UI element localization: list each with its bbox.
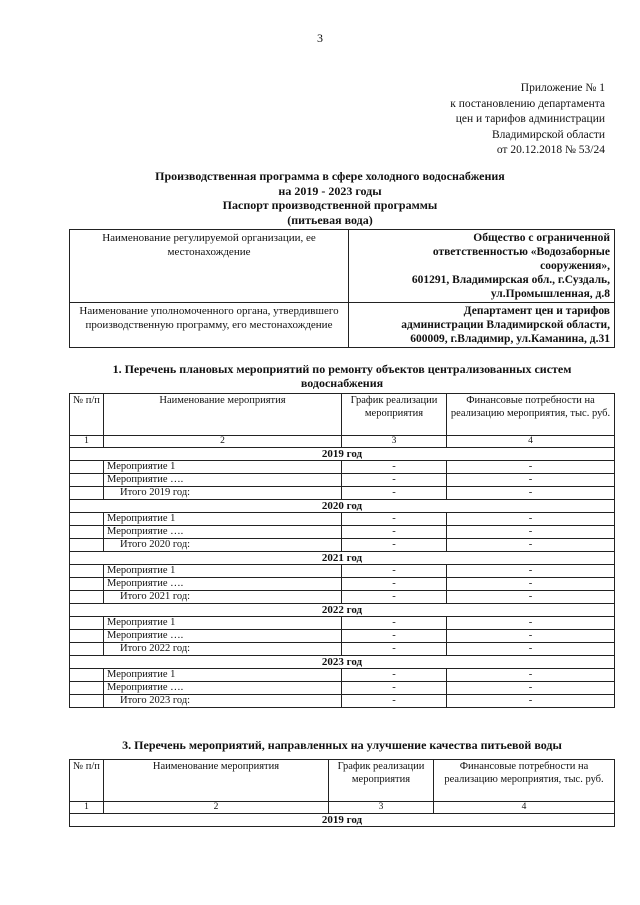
passport-row-authority (70, 303, 615, 348)
row-finance-cell: - (447, 591, 615, 604)
row-name-cell: Мероприятие 1 (104, 617, 342, 630)
org-label: Наименование регулируемой организации, ее местонахождение (70, 230, 349, 303)
row-schedule-cell: - (342, 539, 447, 552)
authority-value-line: администрации Владимирской области, (401, 319, 610, 331)
col-finance-header: Финансовые потребности на реализацию мероприятия, тыс. руб. (447, 394, 615, 436)
passport-table (69, 229, 615, 348)
row-schedule-cell: - (342, 630, 447, 643)
row-schedule-cell: - (342, 461, 447, 474)
row-num-cell (70, 565, 104, 578)
org-value-line: ул.Промышленная, д.8 (490, 288, 610, 300)
row-schedule-cell: - (342, 565, 447, 578)
index-cell: 3 (329, 802, 434, 814)
table-header-row (70, 394, 615, 436)
year-row (70, 500, 615, 513)
row-name-cell: Мероприятие …. (104, 474, 342, 487)
title-line: Производственная программа в сфере холодного водоснабжения (155, 169, 505, 183)
index-cell: 3 (342, 436, 447, 448)
table-row (70, 513, 615, 526)
row-finance-cell: - (447, 487, 615, 500)
row-schedule-cell: - (342, 526, 447, 539)
row-schedule-cell: - (342, 643, 447, 656)
row-num-cell (70, 487, 104, 500)
index-cell: 1 (70, 436, 104, 448)
section-3-heading: 3. Перечень мероприятий, направленных на улучшение качества питьевой воды (122, 738, 562, 752)
row-num-cell (70, 461, 104, 474)
year-label: 2022 год (70, 604, 615, 617)
org-value-line: 601291, Владимирская обл., г.Суздаль, (411, 274, 610, 286)
year-row (70, 552, 615, 565)
row-num-cell (70, 695, 104, 708)
table-row (70, 474, 615, 487)
table-row (70, 669, 615, 682)
appendix-line: Владимирской области (491, 128, 605, 141)
row-finance-cell: - (447, 669, 615, 682)
table-row (70, 565, 615, 578)
section-heading-line: водоснабжения (300, 376, 384, 390)
title-line: на 2019 - 2023 годы (278, 183, 382, 198)
index-cell: 4 (447, 436, 615, 448)
row-finance-cell: - (447, 526, 615, 539)
row-name-cell: Мероприятие …. (104, 682, 342, 695)
appendix-line: к постановлению департамента (450, 97, 605, 110)
authority-value-line: Департамент цен и тарифов (463, 305, 610, 317)
row-name-cell: Итого 2019 год: (104, 487, 342, 500)
row-finance-cell: - (447, 695, 615, 708)
row-finance-cell: - (447, 578, 615, 591)
table-row (70, 539, 615, 552)
section-1-heading (69, 362, 615, 390)
row-finance-cell: - (447, 565, 615, 578)
table-row (70, 695, 615, 708)
section-heading-line: 1. Перечень плановых мероприятий по ремонту объектов централизованных систем (112, 362, 572, 376)
appendix-line: от 20.12.2018 № 53/24 (496, 144, 605, 156)
row-finance-cell: - (447, 617, 615, 630)
row-name-cell: Итого 2022 год: (104, 643, 342, 656)
table-index-row (70, 436, 615, 448)
row-num-cell (70, 539, 104, 552)
row-schedule-cell: - (342, 669, 447, 682)
row-finance-cell: - (447, 539, 615, 552)
title-line: Паспорт производственной программы (222, 198, 438, 212)
authority-label: Наименование уполномоченного органа, утвердившего производственную программу, его местонахождение (70, 303, 349, 348)
year-row (70, 604, 615, 617)
row-name-cell: Мероприятие …. (104, 578, 342, 591)
row-num-cell (70, 643, 104, 656)
table-row (70, 578, 615, 591)
year-label: 2019 год (70, 814, 615, 827)
document-title (60, 169, 600, 227)
index-cell: 2 (104, 436, 342, 448)
row-finance-cell: - (447, 513, 615, 526)
row-name-cell: Мероприятие …. (104, 630, 342, 643)
table-row (70, 643, 615, 656)
row-num-cell (70, 591, 104, 604)
col-num-header: № п/п (70, 394, 104, 436)
row-schedule-cell: - (342, 695, 447, 708)
row-name-cell: Мероприятие 1 (104, 461, 342, 474)
row-schedule-cell: - (342, 474, 447, 487)
year-row (70, 814, 615, 827)
org-value-line: Общество с ограниченной (473, 232, 610, 244)
row-num-cell (70, 474, 104, 487)
row-name-cell: Мероприятие 1 (104, 565, 342, 578)
col-num-header: № п/п (70, 760, 104, 802)
row-name-cell: Мероприятие 1 (104, 669, 342, 682)
row-name-cell: Мероприятие …. (104, 526, 342, 539)
repair-plan-table (69, 393, 615, 708)
year-row (70, 656, 615, 669)
row-num-cell (70, 669, 104, 682)
row-name-cell: Итого 2023 год: (104, 695, 342, 708)
row-schedule-cell: - (342, 513, 447, 526)
col-name-header: Наименование мероприятия (104, 760, 329, 802)
table-row (70, 617, 615, 630)
row-name-cell: Итого 2021 год: (104, 591, 342, 604)
table-row (70, 461, 615, 474)
year-row (70, 448, 615, 461)
authority-value (349, 303, 615, 348)
row-name-cell: Итого 2020 год: (104, 539, 342, 552)
year-label: 2023 год (70, 656, 615, 669)
table-row (70, 630, 615, 643)
row-schedule-cell: - (342, 617, 447, 630)
table-header-row (70, 760, 615, 802)
row-finance-cell: - (447, 630, 615, 643)
row-schedule-cell: - (342, 591, 447, 604)
year-label: 2019 год (70, 448, 615, 461)
org-value-line: ответственностью «Водозаборные (432, 246, 610, 258)
quality-plan-table (69, 759, 615, 827)
row-num-cell (70, 617, 104, 630)
row-schedule-cell: - (342, 578, 447, 591)
index-cell: 1 (70, 802, 104, 814)
passport-row-org (70, 230, 615, 303)
org-value (349, 230, 615, 303)
index-cell: 4 (434, 802, 615, 814)
col-schedule-header: График реализации мероприятия (329, 760, 434, 802)
table-row (70, 682, 615, 695)
row-finance-cell: - (447, 682, 615, 695)
col-schedule-header: График реализации мероприятия (342, 394, 447, 436)
row-num-cell (70, 682, 104, 695)
authority-value-line: 600009, г.Владимир, ул.Каманина, д.31 (410, 333, 610, 345)
row-num-cell (70, 630, 104, 643)
appendix-line: Приложение № 1 (520, 82, 605, 94)
row-finance-cell: - (447, 474, 615, 487)
col-name-header: Наименование мероприятия (104, 394, 342, 436)
row-name-cell: Мероприятие 1 (104, 513, 342, 526)
index-cell: 2 (104, 802, 329, 814)
table-row (70, 591, 615, 604)
table-row (70, 487, 615, 500)
table-index-row (70, 802, 615, 814)
row-finance-cell: - (447, 461, 615, 474)
row-num-cell (70, 526, 104, 539)
year-label: 2021 год (70, 552, 615, 565)
appendix-block (405, 81, 605, 159)
appendix-line: цен и тарифов администрации (455, 113, 605, 125)
year-label: 2020 год (70, 500, 615, 513)
col-finance-header: Финансовые потребности на реализацию мероприятия, тыс. руб. (434, 760, 615, 802)
table-row (70, 526, 615, 539)
row-num-cell (70, 578, 104, 591)
row-finance-cell: - (447, 643, 615, 656)
row-num-cell (70, 513, 104, 526)
row-schedule-cell: - (342, 682, 447, 695)
page-number: 3 (317, 31, 323, 45)
org-value-line: сооружения», (540, 260, 610, 272)
row-schedule-cell: - (342, 487, 447, 500)
title-line: (питьевая вода) (287, 212, 373, 227)
